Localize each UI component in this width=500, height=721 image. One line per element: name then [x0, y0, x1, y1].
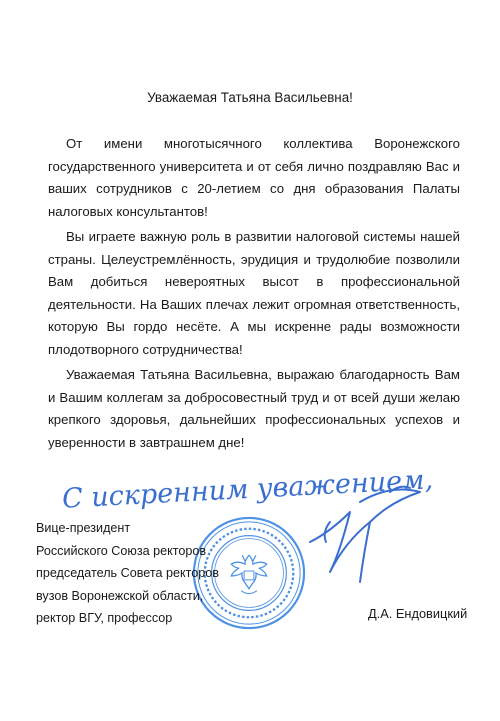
title-line: председатель Совета ректоров: [36, 566, 219, 581]
signatory-titles: [36, 517, 296, 630]
letter-greeting: Уважаемая Татьяна Васильевна!: [147, 90, 353, 105]
paragraph-appreciation: Вы играете важную роль в развитии налоговой системы нашей страны. Целеустремлённость, эрудиция и трудолюбие позволили Вам добиться невероятных высот в профессиональной деятельности. На Ваших плечах лежит огромная ответственность, которую Вы гордо несёте. А мы искренне рады возможности плодотворного сотрудничества!: [48, 229, 460, 357]
letter-body: [48, 133, 460, 457]
paragraph-congratulation: От имени многотысячного коллектива Воронежского государственного университета и от себя лично поздравляю Вас и ваших сотрудников с 20-летием со дня образования Палаты налоговых консультантов!: [48, 136, 460, 219]
handwritten-closing-text: С искренним уважением,: [61, 464, 434, 515]
title-line: ректор ВГУ, профессор: [36, 611, 173, 626]
title-line: Вице-президент: [36, 521, 131, 535]
title-line: вузов Воронежской области,: [36, 588, 204, 603]
signer-name: Д.А. Ендовицкий: [368, 606, 468, 621]
title-line: Российского Союза ректоров: [36, 543, 207, 558]
paragraph-wishes: Уважаемая Татьяна Васильевна, выражаю благодарность Вам и Вашим коллегам за добросовестный труд и от всей души желаю крепкого здоровья, дальнейших профессиональных успехов и уверенности в завтрашнем дне!: [48, 367, 460, 450]
handwritten-signature-icon: [300, 482, 450, 592]
